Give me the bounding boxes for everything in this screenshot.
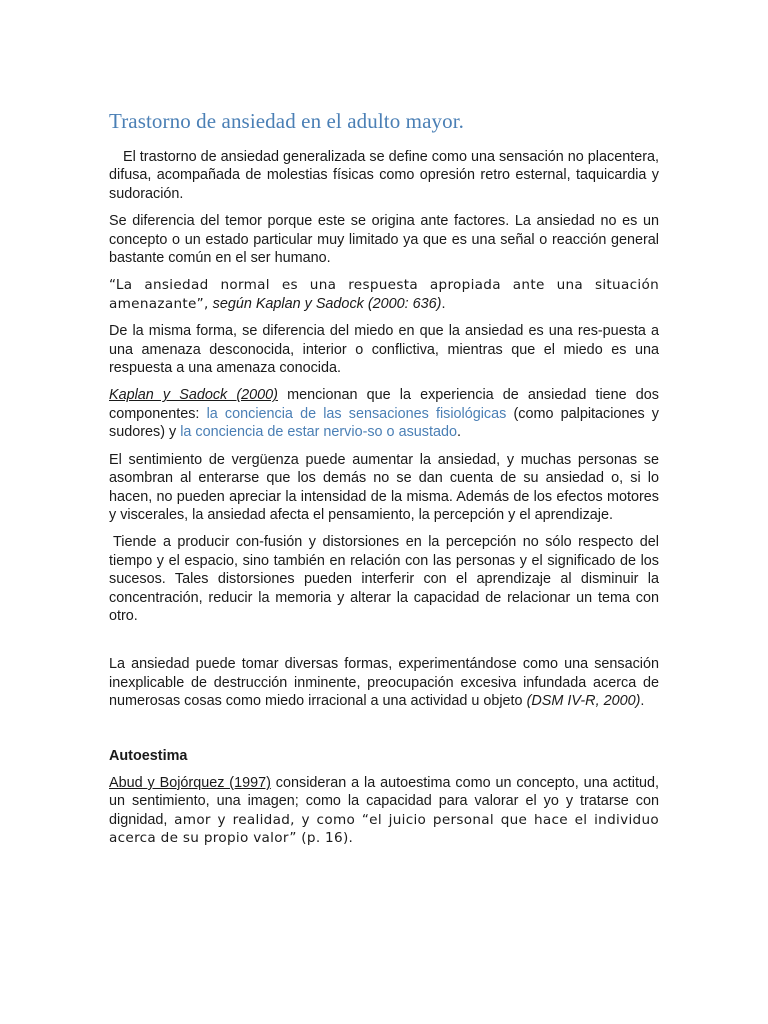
autoestima-text-1: consideran a la autoestima como un concepto, una actitud, un sentimiento, una imagen; como la capacidad para valorar el yo y tratarse con dignidad,	[109, 774, 659, 828]
paragraph-fear-difference: Se diferencia del temor porque este se origina ante factores. La ansiedad no es un concepto o un estado particular muy limitado ya que es una señal o reacción general bastante común en el ser humano.	[109, 213, 659, 267]
dsm-citation: (DSM IV-R, 2000)	[526, 693, 641, 710]
quote-text: “La ansiedad normal es una respuesta apropiada ante una situación amenazante”,	[109, 277, 659, 312]
quote-citation: según Kaplan y Sadock (2000: 636)	[208, 295, 442, 312]
kaplan-sadock-reference: Kaplan y Sadock (2000)	[109, 387, 278, 404]
paragraph-components	[109, 386, 659, 441]
document-title-text: Trastorno de ansiedad en el adulto mayor.	[109, 109, 464, 133]
autoestima-text-2: amor y realidad, y como “el juicio personal que hace el individuo acerca de su propio valor” (p. 16).	[109, 811, 659, 847]
quote-period: .	[441, 295, 446, 312]
paragraph-forms	[109, 655, 659, 710]
document-page	[109, 108, 659, 857]
components-text-2: (como palpitaciones y sudores) y	[109, 405, 659, 441]
link-nervioso-asustado[interactable]: la conciencia de estar nervio-so o asustado	[180, 424, 457, 441]
paragraph-distortions: Tiende a producir con-fusión y distorsiones en la percepción no sólo respecto del tiempo y el espacio, sino también en relación con las personas y el significado de los sucesos. Tales distorsiones pueden interferir con el aprendizaje al disminuir la concentración, reducir la memoria y alterar la capacidad de relacionar un tema con otro.	[109, 534, 659, 624]
forms-period: .	[640, 693, 645, 710]
components-text-1: mencionan que la experiencia de ansiedad tiene dos componentes:	[109, 387, 659, 422]
paragraph-definition: El trastorno de ansiedad generalizada se define como una sensación no placentera, difusa, acompañada de molestias físicas como opresión retro esternal, taquicardia y sudoración.	[109, 149, 660, 202]
document-title	[109, 108, 659, 134]
section-heading-autoestima: Autoestima	[109, 747, 188, 764]
abud-bojorquez-reference: Abud y Bojórquez (1997)	[109, 774, 271, 791]
components-period: .	[456, 424, 461, 441]
paragraph-shame: El sentimiento de vergüenza puede aumentar la ansiedad, y muchas personas se asombran al enterarse que los demás no se dan cuenta de su ansiedad o, si lo hacen, no pueden apreciar la intensidad de la misma. Además de los efectos motores y viscerales, la ansiedad afecta el pensamiento, la percepción y el aprendizaje.	[109, 451, 659, 523]
paragraph-kaplan-quote	[109, 276, 659, 313]
link-sensaciones-fisiologicas[interactable]: la conciencia de las sensaciones fisiológicas	[206, 405, 507, 422]
forms-text: La ansiedad puede tomar diversas formas, experimentándose como una sensación inexplicable de destrucción inminente, preocupación excesiva infundada acerca de numerosas cosas como miedo irracional a una actividad u objeto	[109, 656, 659, 710]
paragraph-fear-comparison: De la misma forma, se diferencia del miedo en que la ansiedad es una res-puesta a una amenaza desconocida, interior o conflictiva, mientras que el miedo es una respuesta a una amenaza conocida.	[109, 323, 659, 377]
paragraph-autoestima	[109, 774, 659, 848]
